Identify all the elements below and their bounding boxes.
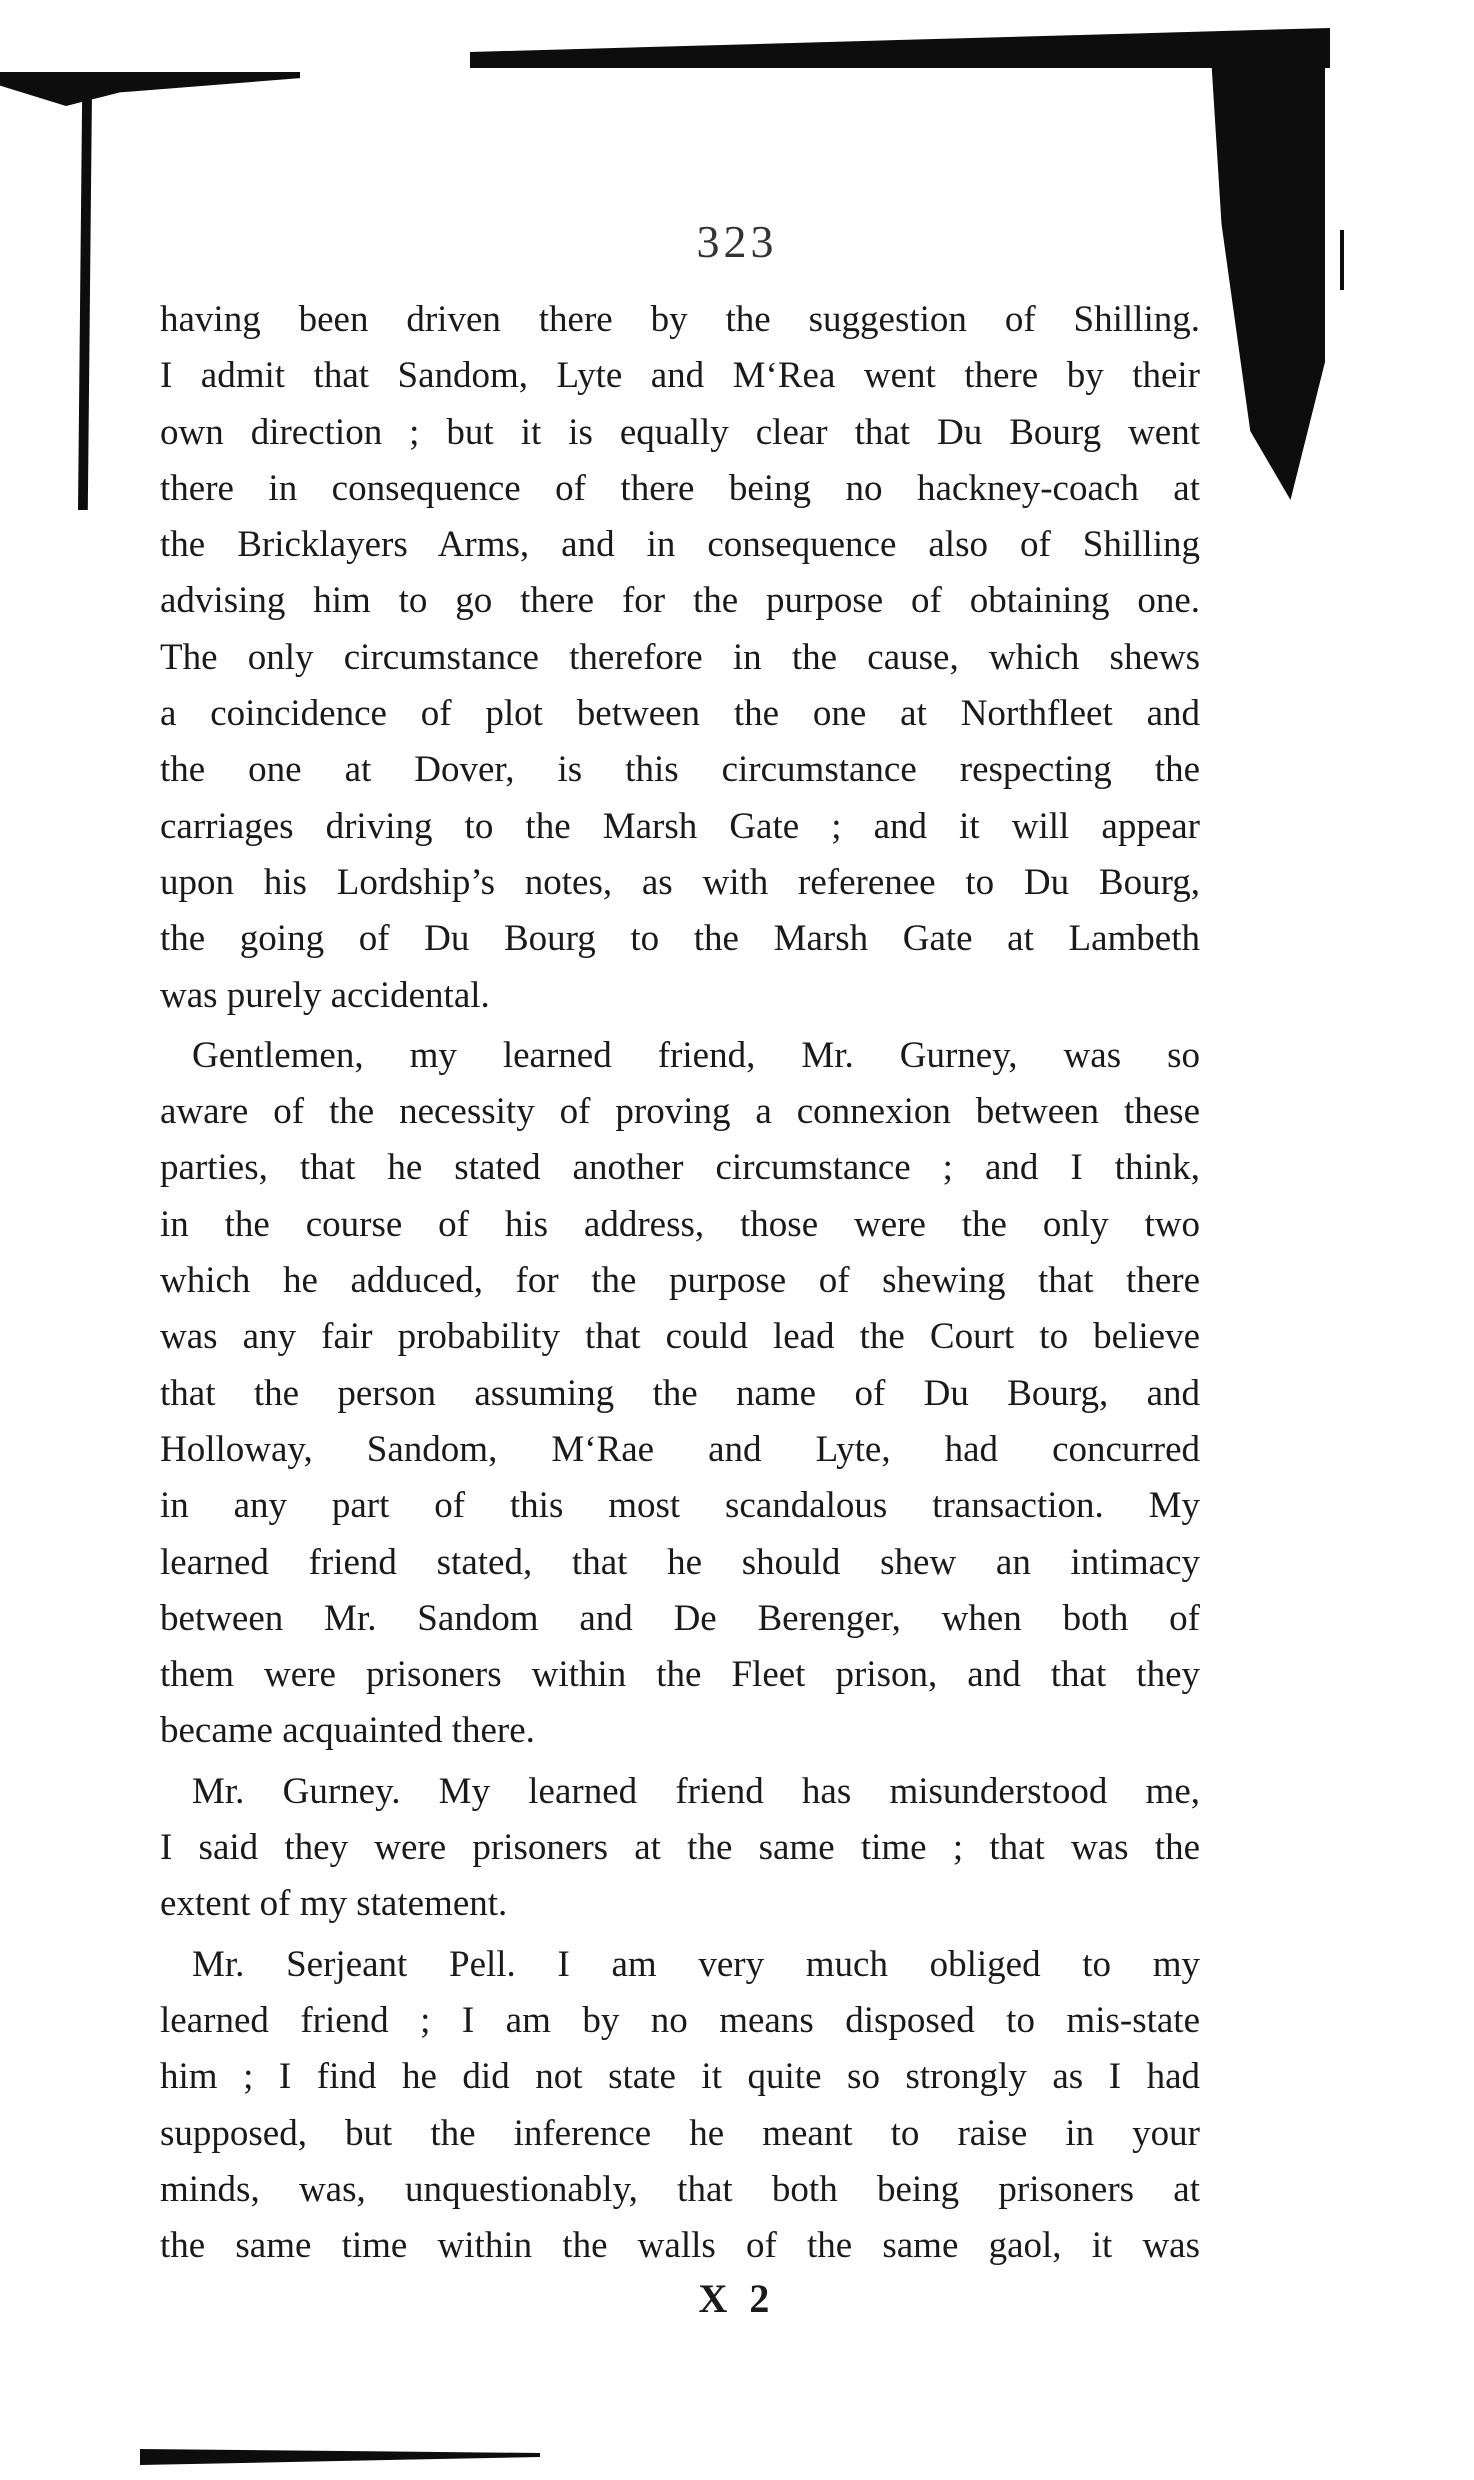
text-line: own direction ; but it is equally clear that Du Bourg went [160, 411, 1200, 453]
text-line: extent of my statement. [160, 1883, 508, 1925]
text-line: between Mr. Sandom and De Berenger, when both of [160, 1597, 1200, 1639]
scan-artifact-top-left [0, 72, 300, 106]
text-line: minds, was, unquestionably, that both being prisoners at [160, 2168, 1200, 2210]
text-line: parties, that he stated another circumstance ; and I think, [160, 1147, 1200, 1189]
text-line: learned friend ; I am by no means disposed to mis-state [160, 1999, 1200, 2041]
text-line: was any fair probability that could lead the Court to believe [160, 1316, 1200, 1358]
text-line: them were prisoners within the Fleet prison, and that they [160, 1654, 1200, 1696]
text-line: that the person assuming the name of Du Bourg, and [160, 1372, 1200, 1414]
text-line: The only circumstance therefore in the cause, which shews [160, 636, 1200, 678]
text-line: the one at Dover, is this circumstance respecting the [160, 749, 1200, 791]
text-line: I admit that Sandom, Lyte and M‘Rea went there by their [160, 355, 1200, 397]
scan-artifact-bottom [140, 2445, 540, 2465]
text-line: there in consequence of there being no hackney-coach at [160, 467, 1200, 509]
text-line: I said they were prisoners at the same time ; that was the [160, 1827, 1200, 1869]
text-line: carriages driving to the Marsh Gate ; and it will appear [160, 805, 1200, 847]
scan-artifact-top-right [470, 28, 1330, 68]
page-body-text [160, 292, 1200, 2274]
text-line: was purely accidental. [160, 974, 490, 1016]
text-line: Mr. Gurney. My learned friend has misunderstood me, [192, 1770, 1200, 1812]
text-line: learned friend stated, that he should shew an intimacy [160, 1541, 1200, 1583]
text-line: the going of Du Bourg to the Marsh Gate at Lambeth [160, 918, 1200, 960]
text-line: having been driven there by the suggestion of Shilling. [160, 299, 1200, 340]
text-line: advising him to go there for the purpose of obtaining one. [160, 580, 1200, 622]
text-line: the same time within the walls of the same gaol, it was [160, 2225, 1200, 2267]
text-line: which he adduced, for the purpose of shewing that there [160, 1260, 1200, 1302]
scan-artifact-right-edge [1210, 40, 1325, 500]
signature-mark: X 2 [698, 2276, 776, 2321]
text-line: upon his Lordship’s notes, as with referenee to Du Bourg, [160, 861, 1200, 903]
page-number: 323 [696, 216, 778, 267]
text-line: Mr. Serjeant Pell. I am very much obliged to my [192, 1943, 1200, 1985]
text-line: supposed, but the inference he meant to raise in your [160, 2112, 1200, 2154]
text-line: the Bricklayers Arms, and in consequence also of Shilling [160, 524, 1200, 566]
scan-artifact-left-spine [78, 90, 92, 510]
text-line: Holloway, Sandom, M‘Rae and Lyte, had concurred [160, 1428, 1200, 1470]
text-line: a coincidence of plot between the one at Northfleet and [160, 693, 1200, 735]
text-line: in the course of his address, those were the only two [160, 1203, 1200, 1245]
text-line: became acquainted there. [160, 1710, 535, 1752]
text-line: him ; I find he did not state it quite so strongly as I had [160, 2056, 1200, 2098]
text-line: aware of the necessity of proving a connexion between these [160, 1091, 1200, 1133]
text-line: in any part of this most scandalous transaction. My [160, 1485, 1200, 1527]
text-line: Gentlemen, my learned friend, Mr. Gurney, was so [192, 1034, 1200, 1076]
